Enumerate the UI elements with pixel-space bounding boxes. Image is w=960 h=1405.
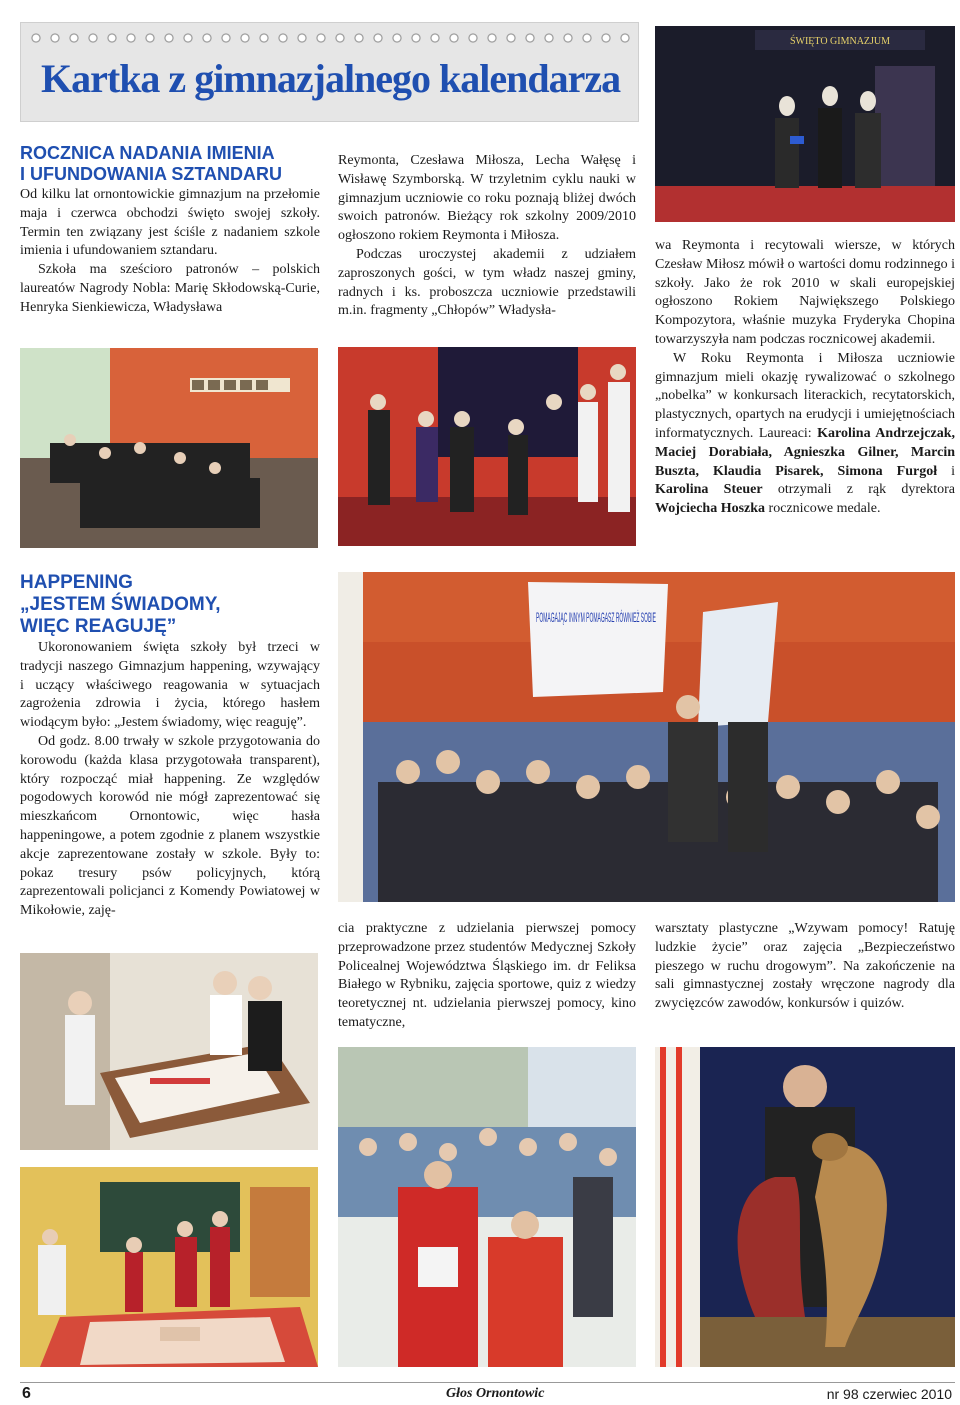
section-heading-happening: HAPPENING „JESTEM ŚWIADOMY, WIĘC REAGUJĘ” bbox=[20, 572, 221, 637]
protest-banner-text bbox=[536, 608, 656, 625]
photo-students-performance bbox=[338, 347, 636, 546]
photo-paramedics-demonstration bbox=[338, 1047, 636, 1367]
spiral-binding-decoration bbox=[29, 31, 630, 45]
photo-stage-presenters bbox=[655, 26, 955, 222]
happening-column-2: cia praktyczne z udzielania pierwszej pomocy przeprowadzone przez studentów Medycznej Szkoły Policealnej Województwa Śląskiego im. dr Feliksa Białego w Rybniku, zajęcia sportowe, quiz z wiedzy teoretycznej nt. udzielania pierwszej pomocy, kino tematyczne, bbox=[338, 921, 636, 1030]
page-number: 6 bbox=[22, 1385, 31, 1402]
photo-gym-students-banner bbox=[338, 572, 955, 902]
page-title: Kartka z gimnazjalnego kalendarza bbox=[41, 56, 621, 101]
photo-audience-hall bbox=[20, 348, 318, 548]
title-banner bbox=[20, 22, 639, 122]
photo-art-workshop bbox=[20, 953, 318, 1150]
section-heading-anniversary: ROCZNICA NADANIA IMIENIA I UFUNDOWANIA SZTANDARU bbox=[20, 143, 282, 184]
photo-police-dog-training bbox=[655, 1047, 955, 1367]
article-column-2: Reymonta, Czesława Miłosza, Lecha Wałęsę i Wisławę Szymborską. W trzyletnim cyklu nauki w gimnazjum uczniowie co roku poznają bliżej dwóch swoich patronów. Bieżący rok szkolny 2009/2010 ogłoszono rokiem Reymonta i Miłosza. Podczas uroczystej akademii z udziałem zaproszonych gości, w tym władz naszej gminy, radnych i ks. proboszcza uczniowie przedstawili m.in. fragmenty „Chłopów” Władysła- bbox=[338, 153, 636, 319]
photo-first-aid-classroom bbox=[20, 1167, 318, 1367]
issue-info: nr 98 czerwiec 2010 bbox=[826, 1386, 952, 1402]
article-column-1: Od kilku lat ornontowickie gimnazjum na przełomie maja i czerwca obchodzi święto swojej szkoły. Termin ten związany jest ściśle z nadaniem szkole imienia i ufundowaniem sztandaru. Szkoła ma sześcioro patronów – polskich laureatów Nagrody Nobla: Marię Skłodowską-Curie, Henryka Sienkiewicza, Władysława bbox=[20, 187, 320, 315]
laureates-names: Karolina Andrzejczak, Maciej Dorabiała, Agnieszka Gilner, Marcin Buszta, Klaudia Pisarek, Simona Furgoł bbox=[655, 425, 955, 479]
happening-column-1: Ukoronowaniem święta szkoły był trzeci w tradycji naszego Gimnazjum happening, wzywający i uczący właściwego reagowania w sytuacjach zagrożenia zdrowia i życia, którego hasłem wiodącym było: „Jestem świadomy, więc reaguję”. Od godz. 8.00 trwały w szkole przygotowania do korowodu (każda klasa przygotowała transparent), który rozpocząć miał happening. Ze względów pogodowych korowód nie mógł zaprezentować się mieszkańcom Ornontowic, więc hasła happeningowe, a potem zgodnie z planem wszystkie akcje zaprezentowane zostały w szkole. Były to: pokaz tresury psów policyjnych, którą zaprezentowali policjanci z Komendy Powiatowej w Mikołowie, zaję- bbox=[20, 640, 320, 919]
footer-rule bbox=[20, 1382, 955, 1383]
director-name: Wojciecha Hoszka bbox=[655, 501, 766, 517]
article-column-3: wa Reymonta i recytowali wiersze, w których Czesław Miłosz mówił o wartości domu rodzinnego i szkoły. Jako że rok 2010 w skali europejskiej ogłoszono Rokiem Największego Polskiego Kompozytora, właśnie muzyka Fryderyka Chopina towarzyszyła nam podczas rocznicowej akademii. W Roku Reymonta i Miłosza uczniowie gimnazjum mieli okazję rywalizować o szkolnego „nobelka” w konkursach literackich, recytatorskich, plastycznych, opartych na erudycji i umiejętnościach informatycznych. Laureaci: Karolina Andrzejczak, Maciej Dorabiała, Agnieszka Gilner, Marcin Buszta, Klaudia Pisarek, Simona Furgoł i Karolina Steuer otrzymali z rąk dyrektora Wojciecha Hoszka rocznicowe medale. bbox=[655, 238, 955, 517]
masthead-logo: Głos Ornontowic bbox=[446, 1386, 545, 1401]
stage-sign-text: ŚWIĘTO GIMNAZJUM bbox=[789, 36, 891, 47]
happening-column-3: warsztaty plastyczne „Wzywam pomocy! Ratuję ludzkie życie” oraz zajęcia „Bezpieczeństwo pieszego w ruchu drogowym”. Na zakończenie na sali gimnastycznej zostały wręczone nagrody dla zwycięzców zawodów, konkursów i quizów. bbox=[655, 921, 955, 1012]
